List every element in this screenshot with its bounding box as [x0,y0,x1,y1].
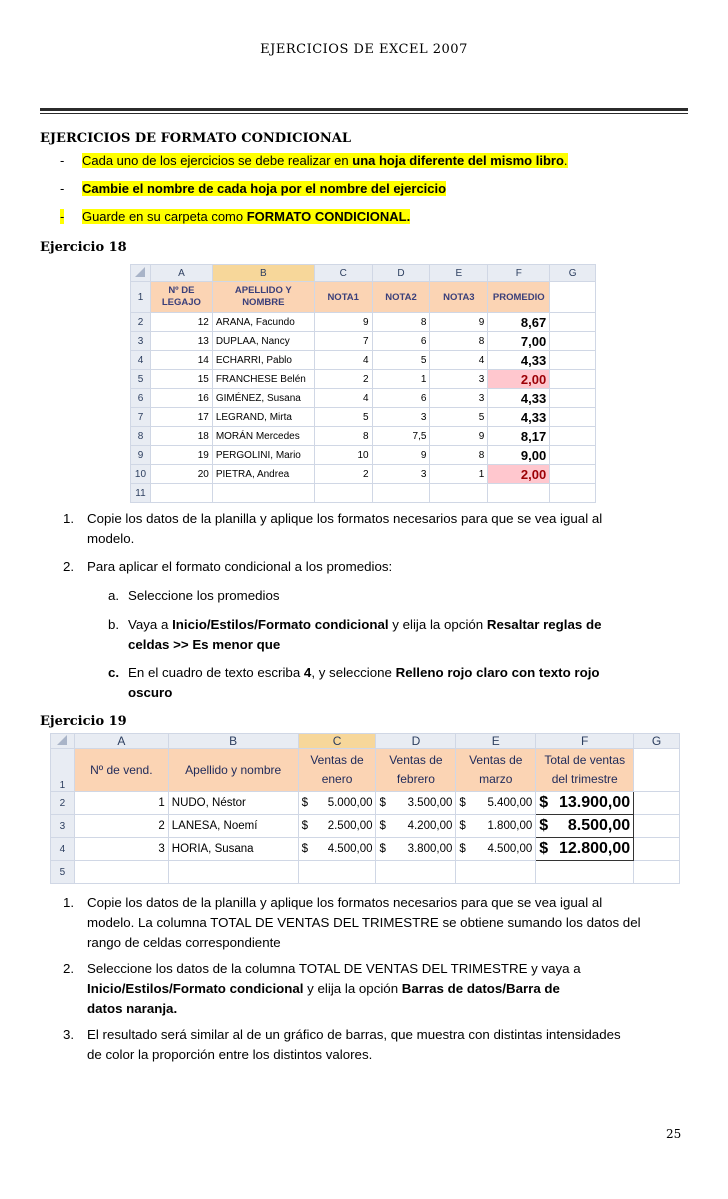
row-header[interactable]: 2 [131,313,151,332]
table-row [131,408,596,427]
nota3-cell[interactable]: 8 [430,332,488,351]
vendor-number-cell[interactable]: 2 [74,815,168,838]
nota3-cell[interactable]: 4 [430,351,488,370]
section-title: EJERCICIOS DE FORMATO CONDICIONAL [40,131,351,146]
col-header-f[interactable]: F [536,734,634,749]
empty-cell[interactable] [150,484,212,503]
nota2-cell[interactable]: 6 [372,332,430,351]
col-header-e[interactable]: E [430,265,488,282]
ex19-step-2 [63,959,581,1016]
legajo-cell[interactable]: 17 [150,408,212,427]
empty-cell[interactable] [430,484,488,503]
step-text: Para aplicar el formato condicional a los promedios: [87,559,393,574]
empty-cell[interactable] [550,282,596,313]
header-cell[interactable]: Ventas de febrero [376,749,456,792]
sales-cell-d[interactable]: $ 3.800,00 [376,838,456,861]
table-row [51,838,680,861]
column-header-row [131,265,596,282]
substep-letter: c. [108,665,120,680]
nota2-cell[interactable]: 6 [372,389,430,408]
sales-cell-c[interactable]: $ 4.500,00 [298,838,376,861]
header-cell[interactable]: Apellido y nombre [168,749,298,792]
row-header[interactable]: 3 [51,815,75,838]
empty-cell[interactable] [550,446,596,465]
step-text: El resultado será similar al de un gráfico de barras, que muestra con distintas intensidades de color la proporción entre los distintos valores. [87,1027,621,1062]
ex18-substep-b [108,615,602,652]
empty-cell[interactable] [634,792,680,815]
step-text: Copie los datos de la planilla y aplique los formatos necesarios para que se vea igual al modelo. La columna TOTAL DE VENTAS DEL TRIMESTRE se obtiene sumando los datos del rango de celdas correspondiente [87,895,641,950]
page-header-title: EJERCICIOS DE EXCEL 2007 [260,42,468,57]
name-cell[interactable]: FRANCHESE Belén [212,370,314,389]
row-header[interactable]: 9 [131,446,151,465]
legajo-cell[interactable]: 18 [150,427,212,446]
header-rule-thick [40,108,688,111]
row-header[interactable]: 5 [131,370,151,389]
promedio-cell[interactable]: 2,00 [488,465,550,484]
row-header[interactable]: 8 [131,427,151,446]
header-cell[interactable]: Ventas de enero [298,749,376,792]
promedio-cell[interactable]: 8,17 [488,427,550,446]
nota3-cell[interactable]: 8 [430,446,488,465]
row-header[interactable]: 2 [51,792,75,815]
exercise-18-title: Ejercicio 18 [40,240,127,255]
empty-cell[interactable] [74,861,168,884]
empty-cell[interactable] [550,427,596,446]
spreadsheet-ex19 [50,733,680,878]
bullet-1 [60,153,568,168]
row-header[interactable]: 10 [131,465,151,484]
empty-cell[interactable] [550,389,596,408]
promedio-cell[interactable]: 7,00 [488,332,550,351]
name-cell[interactable]: DUPLAA, Nancy [212,332,314,351]
substep-text: Vaya a Inicio/Estilos/Formato condicional y elija la opción Resaltar reglas de celdas >> Es menor que [128,617,602,652]
row-header[interactable]: 11 [131,484,151,503]
nota2-cell[interactable]: 7,5 [372,427,430,446]
nota2-cell[interactable]: 1 [372,370,430,389]
step-text: Seleccione los datos de la columna TOTAL DE VENTAS DEL TRIMESTRE y vaya a Inicio/Estilos/Formato condicional y elija la opción Barras de datos/Barra de datos naranja. [87,961,581,1016]
empty-cell[interactable] [372,484,430,503]
name-cell[interactable]: NUDO, Néstor [168,792,298,815]
nota1-cell[interactable]: 2 [314,370,372,389]
nota1-cell[interactable]: 5 [314,408,372,427]
row-header[interactable]: 4 [51,838,75,861]
table-row [131,332,596,351]
select-all-corner[interactable] [51,734,75,749]
bullet-3 [60,209,410,224]
step-number: 2. [63,961,75,976]
nota1-cell[interactable]: 4 [314,389,372,408]
page-number: 25 [666,1127,682,1141]
vendor-number-cell[interactable]: 1 [74,792,168,815]
sales-cell-d[interactable]: $ 3.500,00 [376,792,456,815]
empty-cell[interactable] [550,313,596,332]
row-header[interactable]: 1 [51,749,75,792]
nota1-cell[interactable]: 8 [314,427,372,446]
nota3-cell[interactable]: 9 [430,427,488,446]
nota3-cell[interactable]: 3 [430,389,488,408]
col-header-c[interactable]: C [298,734,376,749]
empty-cell[interactable] [550,370,596,389]
name-cell[interactable]: MORÁN Mercedes [212,427,314,446]
select-all-corner[interactable] [131,265,151,282]
empty-cell[interactable] [536,861,634,884]
row-header[interactable]: 6 [131,389,151,408]
substep-letter: b. [108,617,120,632]
empty-cell[interactable] [634,815,680,838]
empty-cell[interactable] [298,861,376,884]
ex18-substep-a [108,586,280,606]
nota2-cell[interactable]: 8 [372,313,430,332]
table-row [131,465,596,484]
table-header-row [131,282,596,313]
exercise-19-title: Ejercicio 19 [40,714,127,729]
header-cell[interactable]: Total de ventas del trimestre [536,749,634,792]
table-row [51,792,680,815]
row-header[interactable]: 5 [51,861,75,884]
nota1-cell[interactable]: 7 [314,332,372,351]
ex18-step-1 [63,509,603,546]
col-header-d[interactable]: D [372,265,430,282]
name-cell[interactable]: LANESA, Noemí [168,815,298,838]
step-number: 1. [63,895,75,910]
nota2-cell[interactable]: 5 [372,351,430,370]
empty-cell[interactable] [550,484,596,503]
col-header-e[interactable]: E [456,734,536,749]
total-cell[interactable]: $ 8.500,00 [536,815,634,838]
spreadsheet-ex18 [130,264,596,499]
empty-cell[interactable] [550,351,596,370]
legajo-cell[interactable]: 14 [150,351,212,370]
ex19-step-3 [63,1025,621,1062]
header-rule-thin [40,113,688,114]
name-cell[interactable]: LEGRAND, Mirta [212,408,314,427]
empty-cell[interactable] [550,465,596,484]
table-row [131,370,596,389]
bullet-dash: - [60,209,65,224]
corner-triangle-icon [57,735,67,745]
table-row [51,861,680,884]
empty-cell[interactable] [634,749,680,792]
nota1-cell[interactable]: 2 [314,465,372,484]
empty-cell[interactable] [314,484,372,503]
col-header-b[interactable]: B [212,265,314,282]
name-cell[interactable]: HORIA, Susana [168,838,298,861]
name-cell[interactable]: ARANA, Facundo [212,313,314,332]
corner-triangle-icon [135,267,145,277]
step-text: Copie los datos de la planilla y aplique los formatos necesarios para que se vea igual al modelo. [87,511,603,546]
bullet-dash: - [60,181,65,196]
promedio-cell[interactable]: 2,00 [488,370,550,389]
sales-cell-e[interactable]: $ 5.400,00 [456,792,536,815]
nota3-cell[interactable]: 1 [430,465,488,484]
col-header-c[interactable]: C [314,265,372,282]
nota3-cell[interactable]: 5 [430,408,488,427]
legajo-cell[interactable]: 16 [150,389,212,408]
row-header[interactable]: 4 [131,351,151,370]
sales-cell-c[interactable]: $ 2.500,00 [298,815,376,838]
nota3-cell[interactable]: 9 [430,313,488,332]
row-header[interactable]: 3 [131,332,151,351]
ex18-substep-c [108,663,600,700]
header-cell[interactable]: Nº de vend. [74,749,168,792]
empty-cell[interactable] [376,861,456,884]
table-row [131,313,596,332]
promedio-cell[interactable]: 4,33 [488,408,550,427]
column-header-row [51,734,680,749]
total-cell[interactable]: $ 12.800,00 [536,838,634,861]
bullet-text: Cada uno de los ejercicios se debe realizar en una hoja diferente del mismo libro. [81,153,568,168]
row-header[interactable]: 1 [131,282,151,313]
legajo-cell[interactable]: 19 [150,446,212,465]
bullet-text: Cambie el nombre de cada hoja por el nombre del ejercicio [81,181,447,196]
name-cell[interactable]: GIMÉNEZ, Susana [212,389,314,408]
sales-cell-c[interactable]: $ 5.000,00 [298,792,376,815]
table-row [51,815,680,838]
header-cell[interactable]: NOTA2 [372,282,430,313]
col-header-g[interactable]: G [550,265,596,282]
table-row [131,351,596,370]
nota2-cell[interactable]: 3 [372,408,430,427]
promedio-cell[interactable]: 8,67 [488,313,550,332]
table-header-row [51,749,680,792]
empty-cell[interactable] [550,332,596,351]
table-row [131,389,596,408]
vendor-number-cell[interactable]: 3 [74,838,168,861]
table-row [131,484,596,503]
col-header-a[interactable]: A [74,734,168,749]
col-header-b[interactable]: B [168,734,298,749]
nota1-cell[interactable]: 10 [314,446,372,465]
header-cell[interactable]: NOTA1 [314,282,372,313]
substep-letter: a. [108,588,120,603]
bullet-dash: - [60,153,65,168]
step-number: 2. [63,559,75,574]
promedio-cell[interactable]: 4,33 [488,389,550,408]
promedio-cell[interactable]: 4,33 [488,351,550,370]
nota1-cell[interactable]: 4 [314,351,372,370]
sales-cell-e[interactable]: $ 4.500,00 [456,838,536,861]
header-cell[interactable]: APELLIDO Y NOMBRE [212,282,314,313]
nota2-cell[interactable]: 9 [372,446,430,465]
sales-cell-d[interactable]: $ 4.200,00 [376,815,456,838]
step-number: 1. [63,511,75,526]
total-cell[interactable]: $ 13.900,00 [536,792,634,815]
empty-cell[interactable] [168,861,298,884]
promedio-cell[interactable]: 9,00 [488,446,550,465]
header-cell[interactable]: Nº DE LEGAJO [150,282,212,313]
col-header-a[interactable]: A [150,265,212,282]
legajo-cell[interactable]: 13 [150,332,212,351]
bullet-2 [60,181,446,196]
empty-cell[interactable] [456,861,536,884]
legajo-cell[interactable]: 15 [150,370,212,389]
substep-text: Seleccione los promedios [128,588,280,603]
bullet-text: Guarde en su carpeta como FORMATO CONDICIONAL. [81,209,411,224]
header-cell[interactable]: Ventas de marzo [456,749,536,792]
nota1-cell[interactable]: 9 [314,313,372,332]
nota2-cell[interactable]: 3 [372,465,430,484]
empty-cell[interactable] [488,484,550,503]
table-row [131,427,596,446]
empty-cell[interactable] [634,838,680,861]
legajo-cell[interactable]: 20 [150,465,212,484]
name-cell[interactable]: PERGOLINI, Mario [212,446,314,465]
row-header[interactable]: 7 [131,408,151,427]
ex19-step-1 [63,893,641,950]
name-cell[interactable]: ECHARRI, Pablo [212,351,314,370]
substep-text: En el cuadro de texto escriba 4, y seleccione Relleno rojo claro con texto rojo oscuro [128,665,600,700]
col-header-f[interactable]: F [488,265,550,282]
nota3-cell[interactable]: 3 [430,370,488,389]
empty-cell[interactable] [634,861,680,884]
empty-cell[interactable] [212,484,314,503]
ex18-step-2 [63,557,393,577]
legajo-cell[interactable]: 12 [150,313,212,332]
sales-cell-e[interactable]: $ 1.800,00 [456,815,536,838]
table-row [131,446,596,465]
empty-cell[interactable] [550,408,596,427]
col-header-g[interactable]: G [634,734,680,749]
header-cell[interactable]: PROMEDIO [488,282,550,313]
header-cell[interactable]: NOTA3 [430,282,488,313]
name-cell[interactable]: PIETRA, Andrea [212,465,314,484]
col-header-d[interactable]: D [376,734,456,749]
step-number: 3. [63,1027,75,1042]
